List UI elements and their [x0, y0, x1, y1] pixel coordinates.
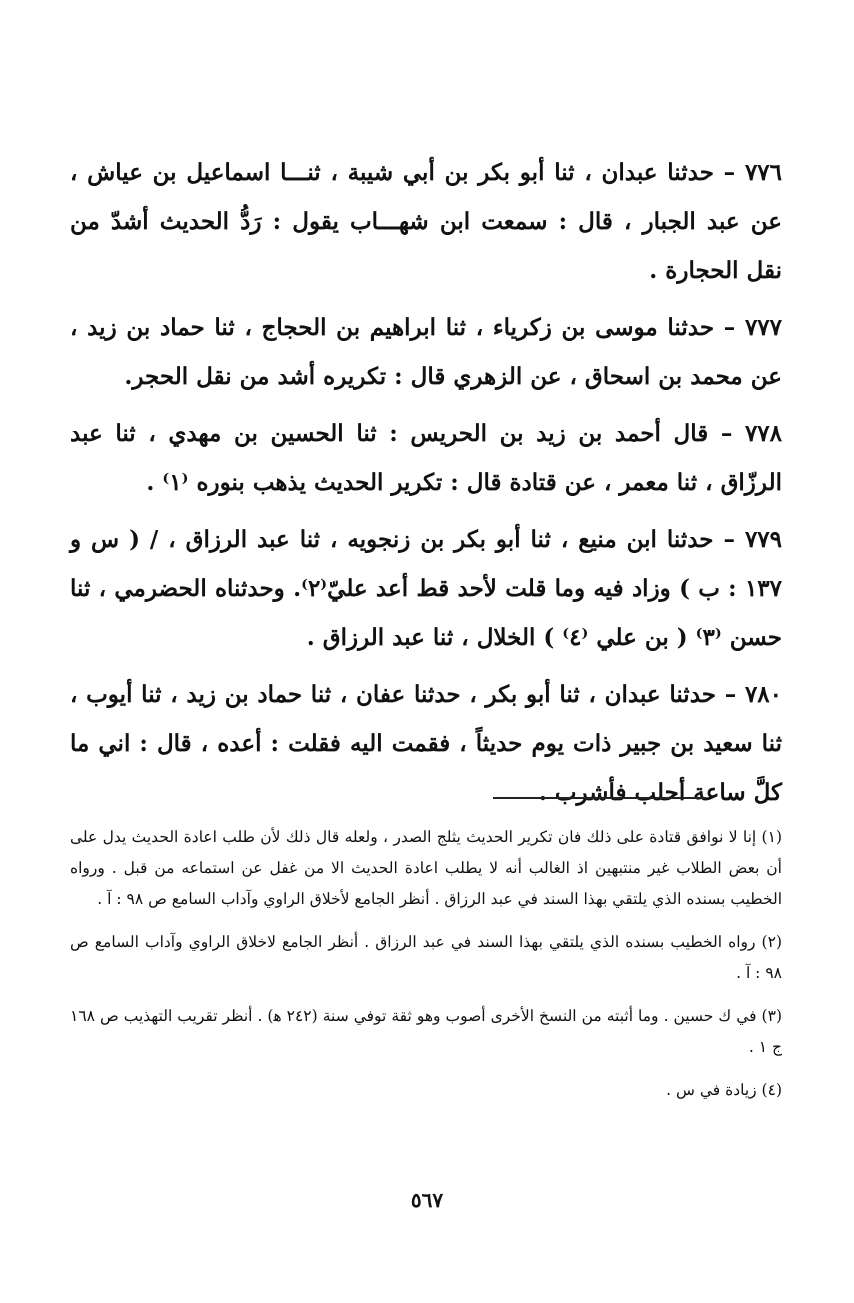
hadith-777: ٧٧٧ – حدثنا موسى بن زكرياء ، ثنا ابراهيم بن الحجاج ، ثنا حماد بن زيد ، عن محمد بن اسحاق ، عن الزهري قال : تكريره أشد من نقل الحجر.: [70, 314, 782, 390]
main-text: [70, 148, 782, 817]
hadith-780: ٧٨٠ – حدثنا عبدان ، ثنا أبو بكر ، حدثنا عفان ، ثنا حماد بن زيد ، ثنا أيوب ، ثنا سعيد بن جبير ذات يوم حديثاً ، فقمت اليه فقلت : أعده ، قال : اني ما كلَّ ساعة أحلب فأشرب .: [70, 681, 782, 806]
footnote-separator: [493, 797, 706, 799]
footnote-3: (٣) في ك حسين . وما أثبته من النسخ الأخرى أصوب وهو ثقة توفي سنة (٢٤٢ ﻫ) . أنظر تقريب التهذيب ص ١٦٨ ج ١ .: [70, 1007, 782, 1056]
footnote-4: (٤) زيادة في س .: [666, 1081, 782, 1099]
hadith-778: ٧٧٨ – قال أحمد بن زيد بن الحريس : ثنا الحسين بن مهدي ، ثنا عبد الرزّاق ، ثنا معمر ، عن قتادة قال : تكرير الحديث يذهب بنوره ⁽١⁾ .: [70, 420, 782, 496]
hadith-779: ٧٧٩ – حدثنا ابن منيع ، ثنا أبو بكر بن زنجويه ، ثنا عبد الرزاق ، / ( س و ١٣٧ : ب ) وزاد فيه وما قلت لأحد قط أعد عليّ⁽٢⁾. وحدثناه الحضرمي ، ثنا حسن ⁽٣⁾ ( بن علي ⁽٤⁾ ) الخلال ، ثنا عبد الرزاق .: [70, 526, 782, 651]
footnote-1: (١) إنا لا نوافق قتادة على ذلك فان تكرير الحديث يثلج الصدر ، ولعله قال ذلك لأن طلب اعادة الحديث يدل على أن بعض الطلاب غير منتبهين اذ الغالب أنه لا يطلب اعادة الحديث الا من غفل عن استماعه من قبل . ورواه الخطيب بسنده الذي يلتقي بهذا السند في عبد الرزاق . أنظر الجامع لأخلاق الراوي وآداب السامع ص ٩٨ : آ .: [70, 828, 782, 908]
page-number: ٥٦٧: [410, 1188, 444, 1212]
footnote-2: (٢) رواه الخطيب بسنده الذي يلتقي بهذا السند في عبد الرزاق . أنظر الجامع لاخلاق الراوي وآداب السامع ص ٩٨ : آ .: [70, 933, 782, 982]
hadith-776: ٧٧٦ – حدثنا عبدان ، ثنا أبو بكر بن أبي شيبة ، ثنـــا اسماعيل بن عياش ، عن عبد الجبار ، قال : سمعت ابن شهـــاب يقول : رَدُّ الحديث أشدّ من نقل الحجارة .: [70, 159, 782, 284]
footnotes: [70, 822, 782, 1118]
